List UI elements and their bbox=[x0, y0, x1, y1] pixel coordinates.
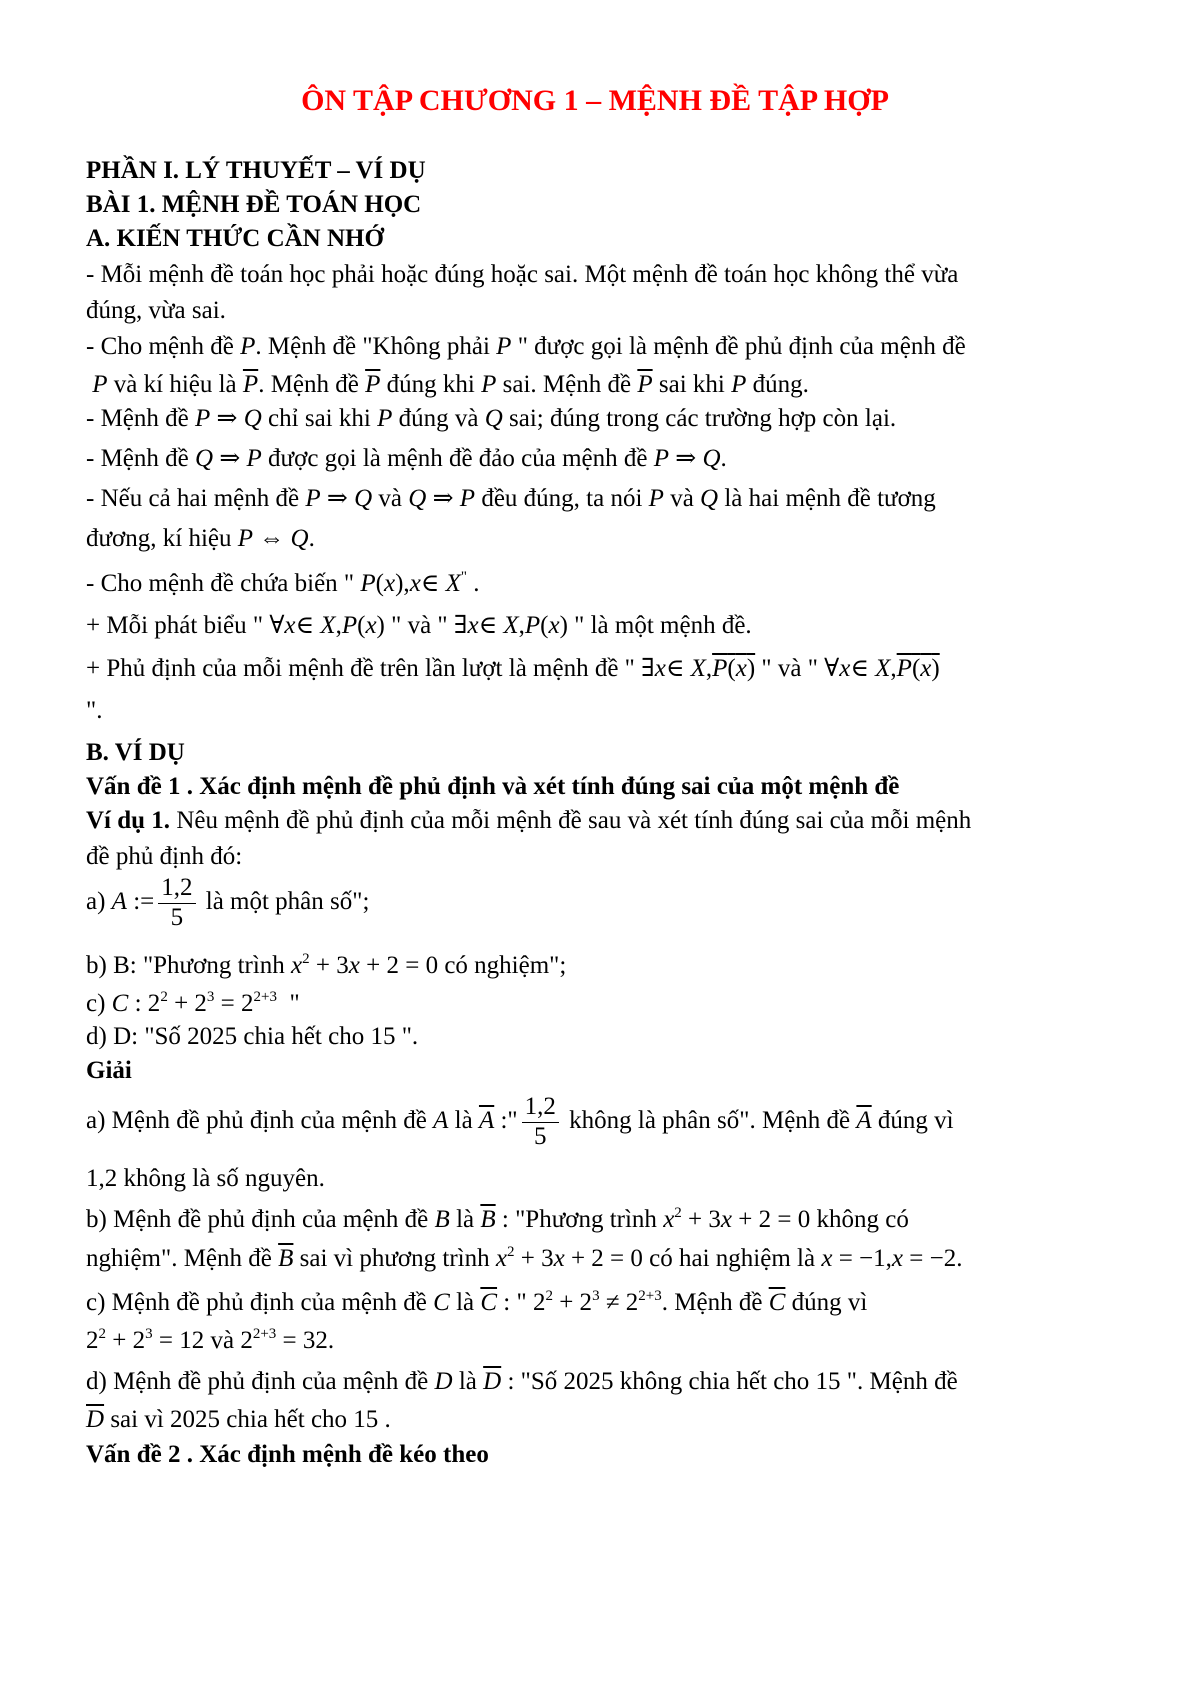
theory-line-11: ". bbox=[86, 697, 103, 724]
theory-line-1: - Mỗi mệnh đề toán học phải hoặc đúng hoặc sai. Một mệnh đề toán học không thể vừa bbox=[86, 261, 959, 288]
theory-line-10: + Phủ định của mỗi mệnh đề trên lần lượt là mệnh đề " ∃x∈ X,P(x) " và " ∀x∈ X,P(x) bbox=[86, 655, 940, 682]
issue-1-heading: Vấn đề 1 . Xác định mệnh đề phủ định và xét tính đúng sai của một mệnh đề bbox=[86, 773, 900, 800]
solution-c-2: $2^2 + 2^3 = 12$ và $2^{2+3} = 32$. bbox=[86, 1326, 335, 1354]
page-title: ÔN TẬP CHƯƠNG 1 – MỆNH ĐỀ TẬP HỢP bbox=[301, 84, 889, 117]
example-1-line-2: đề phủ định đó: bbox=[86, 843, 243, 870]
solution-a-2: 1,2 không là số nguyên. bbox=[86, 1165, 325, 1192]
solution-d-2: $\overline{D}$ sai vì 2025 chia hết cho 15 . bbox=[86, 1406, 391, 1433]
solution-d: d) Mệnh đề phủ định của mệnh đề D là $\overline{D}$ : "Số 2025 không chia hết cho 15 ". Mệnh đề bbox=[86, 1368, 958, 1395]
example-item-c: c) C : $2^2 + 2^3 = 2^{2+3}$ " bbox=[86, 989, 300, 1017]
section-a-heading: A. KIẾN THỨC CẦN NHỚ bbox=[86, 225, 384, 252]
theory-line-4: - Mệnh đề P ⇒ Q chỉ sai khi P đúng và Q sai; đúng trong các trường hợp còn lại. bbox=[86, 405, 897, 432]
theory-line-8: - Cho mệnh đề chứa biến " P(x),x∈ X" . bbox=[86, 569, 480, 597]
theory-line-7: đương, kí hiệu P ⇔ Q. bbox=[86, 525, 315, 552]
solution-a: a) Mệnh đề phủ định của mệnh đề A là $\overline{A}$ :" $\frac{1,2}{5}$ không là phân số". Mệnh đề $\overline{A}$ đúng vì bbox=[86, 1093, 954, 1150]
example-item-d: d) D: "Số 2025 chia hết cho 15 ". bbox=[86, 1023, 419, 1050]
theory-line-3: P và kí hiệu là $\overline{P}$. Mệnh đề $\overline{P}$ đúng khi P sai. Mệnh đề $\overline{P}$ sai khi P đúng. bbox=[86, 371, 809, 398]
theory-line-6: - Nếu cả hai mệnh đề P ⇒ Q và Q ⇒ P đều đúng, ta nói P và Q là hai mệnh đề tương bbox=[86, 485, 936, 512]
example-1-line: Ví dụ 1. Nêu mệnh đề phủ định của mỗi mệnh đề sau và xét tính đúng sai của mỗi mệnh bbox=[86, 807, 972, 834]
example-item-b: b) B: "Phương trình $x^2 + 3x + 2 = 0$ có nghiệm"; bbox=[86, 951, 567, 979]
section-b-heading: B. VÍ DỤ bbox=[86, 739, 185, 766]
theory-line-5: - Mệnh đề Q ⇒ P được gọi là mệnh đề đảo của mệnh đề P ⇒ Q. bbox=[86, 445, 727, 472]
part-heading: PHẦN I. LÝ THUYẾT – VÍ DỤ bbox=[86, 157, 426, 184]
lesson-heading: BÀI 1. MỆNH ĐỀ TOÁN HỌC bbox=[86, 191, 422, 218]
issue-2-heading: Vấn đề 2 . Xác định mệnh đề kéo theo bbox=[86, 1441, 489, 1468]
solution-b-2: nghiệm". Mệnh đề $\overline{B}$ sai vì phương trình $x^2 + 3x + 2 = 0$ có hai nghiệm là x = −1,x = −2. bbox=[86, 1244, 963, 1272]
example-item-a: a) A := $\frac{1,2}{5}$ là một phân số"; bbox=[86, 874, 370, 931]
solution-c: c) Mệnh đề phủ định của mệnh đề C là $\overline{C}$ : " $2^2 + 2^3 \ne 2^{2+3}$. Mệnh đề $\overline{C}$ đúng vì bbox=[86, 1288, 868, 1316]
solution-heading: Giải bbox=[86, 1057, 132, 1084]
theory-line-1b: đúng, vừa sai. bbox=[86, 297, 226, 324]
solution-b: b) Mệnh đề phủ định của mệnh đề B là $\overline{B}$ : "Phương trình $x^2 + 3x + 2 = 0$ không có bbox=[86, 1205, 909, 1233]
theory-line-2: - Cho mệnh đề P. Mệnh đề "Không phải P " được gọi là mệnh đề phủ định của mệnh đề bbox=[86, 333, 966, 360]
theory-line-9: + Mỗi phát biểu " ∀x∈ X,P(x) " và " ∃x∈ X,P(x) " là một mệnh đề. bbox=[86, 612, 752, 639]
